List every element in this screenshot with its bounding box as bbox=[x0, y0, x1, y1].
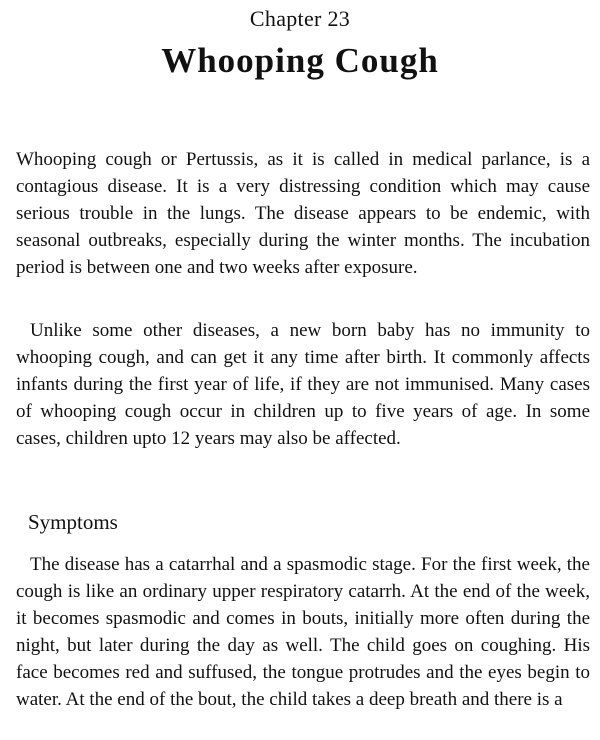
chapter-title: Whooping Cough bbox=[161, 41, 439, 80]
symptoms-paragraph: The disease has a catarrhal and a spasmodic stage. For the first week, the cough is like an ordinary upper respiratory catarrh. At the end of the week, it becomes spasmodic and comes in bouts, initially more often during the night, but later during the day as well. The child goes on coughing. His face becomes red and suffused, the tongue protrudes and the eyes begin to water. At the end of the bout, the child takes a deep breath and there is a bbox=[16, 554, 590, 710]
intro-paragraph: Whooping cough or Pertussis, as it is called in medical parlance, is a contagious disease. It is a very distressing condition which may cause serious trouble in the lungs. The disease appears to be endemic, with seasonal outbreaks, especially during the winter months. The incubation period is between one and two weeks after exposure. bbox=[16, 149, 590, 278]
chapter-label: Chapter 23 bbox=[249, 6, 351, 31]
immunity-paragraph: Unlike some other diseases, a new born baby has no immunity to whooping cough, and can get it any time after birth. It commonly affects infants during the first year of life, if they are not immunised. Many cases of whooping cough occur in children up to five years of age. In some cases, children upto 12 years may also be affected. bbox=[16, 320, 590, 449]
section-heading-symptoms: Symptoms bbox=[28, 510, 118, 534]
